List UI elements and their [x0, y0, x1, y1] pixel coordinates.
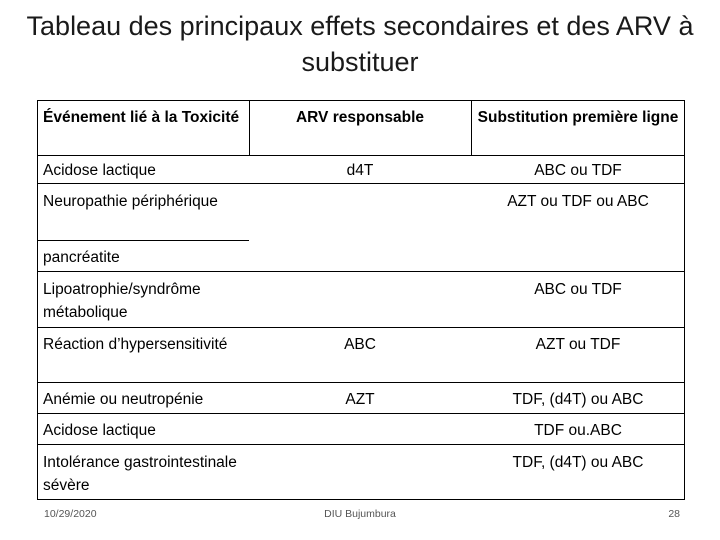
row-divider [37, 155, 685, 156]
footer-center: DIU Bujumbura [324, 508, 396, 520]
header-event: Événement lié à la Toxicité [43, 109, 240, 126]
table-row-event: Réaction d’hypersensitivité [43, 336, 228, 353]
table-row-event: Intolérance gastrointestinale sévère [43, 454, 237, 494]
table-row-substitution: TDF ou.ABC [534, 422, 622, 439]
column-divider [249, 100, 250, 156]
footer-page-number: 28 [668, 508, 680, 520]
table-row-event: Neuropathie périphérique [43, 193, 218, 210]
table-row-substitution: AZT ou TDF ou ABC [507, 193, 649, 210]
row-divider [37, 271, 685, 272]
slide-title: Tableau des principaux effets secondaires et des ARV à substituer [26, 11, 694, 77]
column-divider [471, 100, 472, 156]
table-row-arv: ABC [344, 336, 376, 353]
table-row-event: Lipoatrophie/syndrôme métabolique [43, 281, 201, 321]
table-row-arv: d4T [346, 162, 374, 179]
table-row-event: pancréatite [43, 249, 120, 266]
table-row-substitution: ABC ou TDF [534, 162, 622, 179]
row-divider [37, 183, 685, 184]
table-row-substitution: AZT ou TDF [535, 336, 621, 353]
table-border-bottom [37, 499, 685, 500]
row-divider [37, 327, 685, 328]
row-divider [37, 382, 685, 383]
row-divider [37, 413, 685, 414]
side-effects-table [37, 100, 685, 500]
table-border-right [684, 100, 685, 500]
table-border-left [37, 100, 38, 500]
table-row-substitution: TDF, (d4T) ou ABC [512, 391, 644, 408]
row-divider [37, 444, 685, 445]
table-row-event: Anémie ou neutropénie [43, 391, 204, 408]
row-divider [37, 240, 249, 241]
table-row-event: Acidose lactique [43, 422, 156, 439]
table-row-substitution: TDF, (d4T) ou ABC [512, 454, 644, 471]
footer-date: 10/29/2020 [44, 508, 97, 520]
table-row-arv: AZT [345, 391, 375, 408]
header-arv: ARV responsable [295, 109, 425, 126]
header-substitution: Substitution première ligne [477, 109, 679, 126]
table-border-top [37, 100, 685, 101]
table-row-event: Acidose lactique [43, 162, 156, 179]
table-row-substitution: ABC ou TDF [534, 281, 622, 298]
